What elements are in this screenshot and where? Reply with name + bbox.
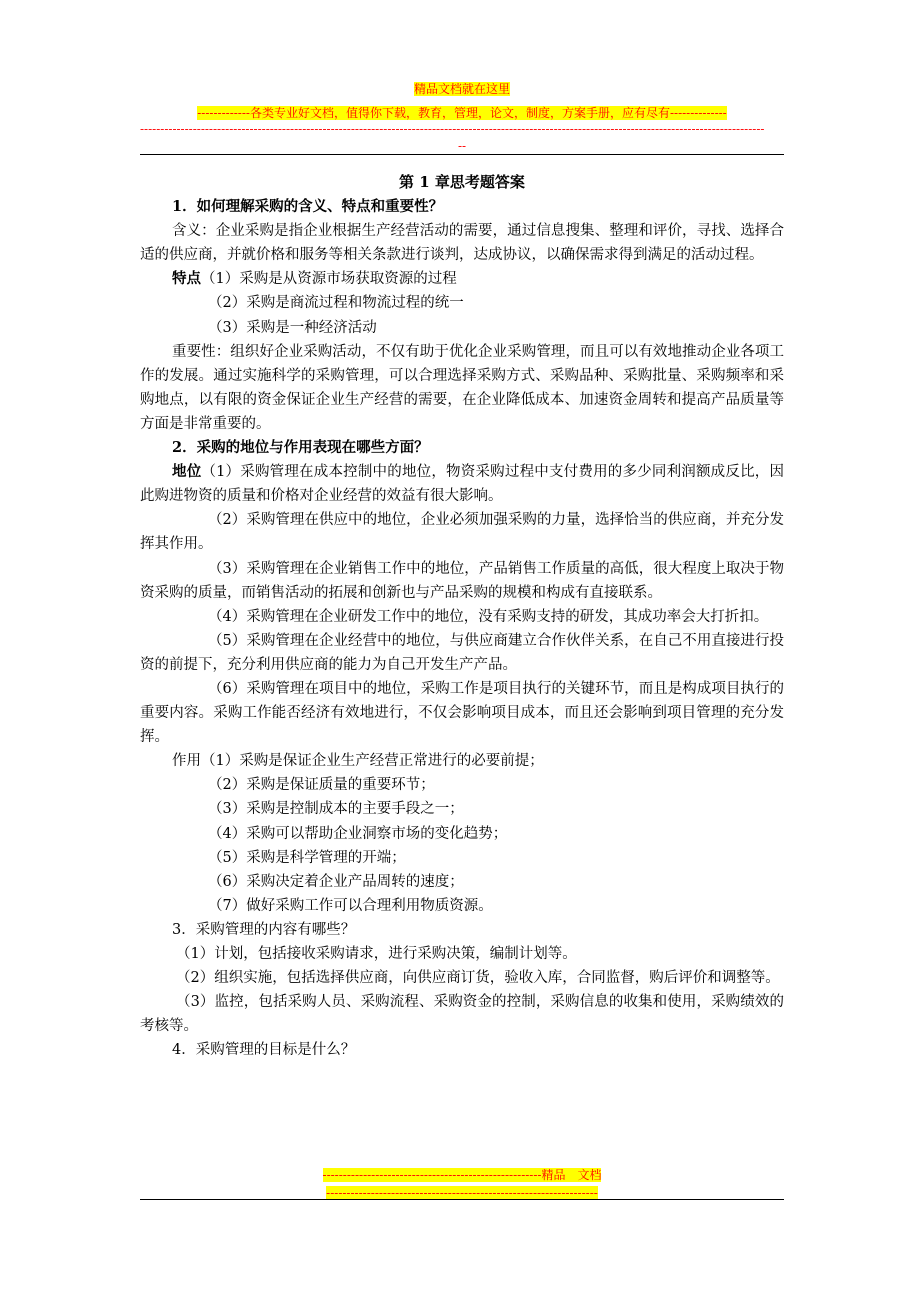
header-divider <box>140 154 784 155</box>
q3-answer-1: （1）计划，包括接收采购请求，进行采购决策，编制计划等。 <box>176 946 577 962</box>
header-title: 精品文档就在这里 <box>413 82 510 96</box>
header-dash-tail: -- <box>457 139 467 153</box>
q2-role-6: （6）采购决定着企业产品周转的速度； <box>208 873 464 890</box>
footer-line-1-row <box>140 1164 784 1183</box>
q2-position-2: （2）采购管理在供应中的地位，企业必须加强采购的力量，选择恰当的供应商，并充分发挥其作用。 <box>140 512 784 553</box>
q3-answer-2: （2）组织实施，包括选择供应商，向供应商订货，验收入库，合同监督，购后评价和调整等。 <box>176 970 780 987</box>
footer-divider <box>140 1199 784 1200</box>
q2-position-4: （4）采购管理在企业研发工作中的地位，没有采购支持的研发，其成功率会大打折扣。 <box>208 608 769 625</box>
q1-meaning: 含义：企业采购是指企业根据生产经营活动的需要，通过信息搜集、整理和评价，寻找、选择合适的供应商，并就价格和服务等相关条款进行谈判，达成协议，以确保需求得到满足的活动过程。 <box>140 223 784 264</box>
q3-answer-3: （3）监控，包括采购人员、采购流程、采购资金的控制，采购信息的收集和使用，采购绩效的考核等。 <box>140 994 784 1035</box>
q1-feature-2: （2）采购是商流过程和物流过程的统一 <box>208 295 464 312</box>
q2-role-3: （3）采购是控制成本的主要手段之一； <box>208 801 464 818</box>
features-label: 特点 <box>172 270 201 288</box>
header-tagline-row <box>140 102 784 121</box>
q2-role-2: （2）采购是保证质量的重要环节； <box>208 777 435 794</box>
footer-line-2: ------------------------------------------------------------------- <box>326 1186 598 1200</box>
q2-role-1 <box>140 749 784 773</box>
header-tagline: -------------各类专业好文档，值得你下载，教育，管理，论文，制度，方案手册，应有尽有-------------- <box>197 106 727 120</box>
footer-line-1: ------------------------------------------------------精品 文档 <box>322 1168 602 1182</box>
q1-feature-3: （3）采购是一种经济活动 <box>208 319 377 336</box>
question-4: 4．采购管理的目标是什么？ <box>172 1042 356 1059</box>
question-1: 1．如何理解采购的含义、特点和重要性？ <box>172 198 444 216</box>
header-dash-row: ---------------------------------------------------------------------------------------------------------------------------------------------------------- <box>140 122 765 136</box>
doc-title: 第 1 章思考题答案 <box>399 173 525 191</box>
q2-position-6: （6）采购管理在项目中的地位，采购工作是项目执行的关键环节，而且是构成项目执行的重要内容。采购工作能否经济有效地进行，不仅会影响项目成本，而且还会影响到项目管理的充分发挥。 <box>140 680 784 746</box>
q1-feature-1 <box>140 267 784 291</box>
q2-role-5: （5）采购是科学管理的开端； <box>208 849 406 866</box>
q2-role-7: （7）做好采购工作可以合理利用物质资源。 <box>208 897 493 914</box>
q2-role-4: （4）采购可以帮助企业洞察市场的变化趋势； <box>208 825 508 842</box>
header-title-row <box>140 78 784 97</box>
position-label: 地位 <box>172 463 202 481</box>
question-3: 3．采购管理的内容有哪些？ <box>172 921 356 938</box>
document-body <box>140 170 784 1062</box>
q1-feature-1-text: （1）采购是从资源市场获取资源的过程 <box>201 271 457 288</box>
role-label: 作用 <box>172 753 201 770</box>
q2-position-5: （5）采购管理在企业经营中的地位，与供应商建立合作伙伴关系，在自己不用直接进行投资的前提下，充分利用供应商的能力为自己开发生产产品。 <box>140 632 784 673</box>
q2-position-1-text: （1）采购管理在成本控制中的地位，物资采购过程中支付费用的多少同利润额成反比，因此购进物资的质量和价格对企业经营的效益有很大影响。 <box>140 464 784 505</box>
q2-position-3: （3）采购管理在企业销售工作中的地位，产品销售工作质量的高低，很大程度上取决于物资采购的质量，而销售活动的拓展和创新也与产品采购的规模和构成有直接联系。 <box>140 560 784 601</box>
q1-importance: 重要性：组织好企业采购活动，不仅有助于优化企业采购管理，而且可以有效地推动企业各项工作的发展。通过实施科学的采购管理，可以合理选择采购方式、采购品种、采购批量、采购频率和采购地点，以有限的资金保证企业生产经营的需要，在企业降低成本、加速资金周转和提高产品质量等方面是非常重要的。 <box>140 343 784 432</box>
question-2: 2．采购的地位与作用表现在哪些方面？ <box>172 439 429 457</box>
q2-role-1-text: （1）采购是保证企业生产经营正常进行的必要前提； <box>201 753 544 770</box>
q2-position-1 <box>140 460 784 508</box>
